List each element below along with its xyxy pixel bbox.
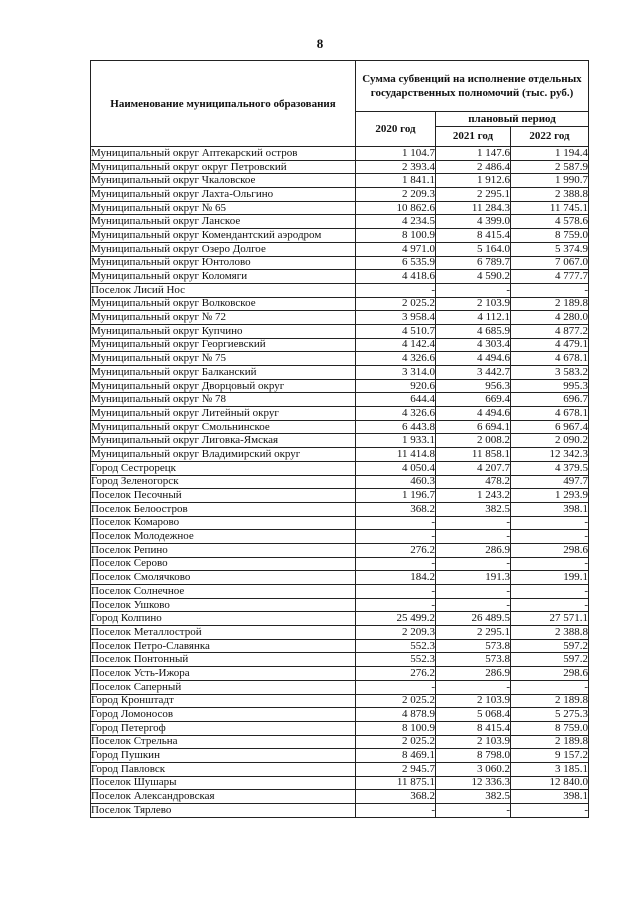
table-row — [91, 804, 589, 818]
table-row — [91, 543, 589, 557]
value-2021-cell: 4 112.1 — [436, 311, 511, 325]
value-2020-cell: 552.3 — [356, 639, 436, 653]
municipality-name-cell: Поселок Шушары — [91, 776, 356, 790]
municipality-name-cell: Муниципальный округ Озеро Долгое — [91, 242, 356, 256]
table-row — [91, 324, 589, 338]
header-municipality-name: Наименование муниципального образования — [91, 61, 356, 147]
municipality-name-cell: Муниципальный округ № 78 — [91, 393, 356, 407]
value-2021-cell: 6 789.7 — [436, 256, 511, 270]
municipality-name-cell: Поселок Усть-Ижора — [91, 667, 356, 681]
value-2022-cell: 8 759.0 — [511, 229, 589, 243]
value-2020-cell: 2 209.3 — [356, 188, 436, 202]
value-2020-cell: 8 469.1 — [356, 749, 436, 763]
table-row — [91, 407, 589, 421]
value-2021-cell: 6 694.1 — [436, 420, 511, 434]
value-2020-cell: 644.4 — [356, 393, 436, 407]
value-2022-cell: 4 678.1 — [511, 407, 589, 421]
municipality-name-cell: Муниципальный округ Волковское — [91, 297, 356, 311]
value-2022-cell: 2 189.8 — [511, 735, 589, 749]
value-2020-cell: 1 104.7 — [356, 147, 436, 161]
municipality-name-cell: Поселок Репино — [91, 543, 356, 557]
value-2021-cell: 8 415.4 — [436, 721, 511, 735]
value-2021-cell: 478.2 — [436, 475, 511, 489]
table-row — [91, 557, 589, 571]
municipality-name-cell: Поселок Песочный — [91, 489, 356, 503]
municipality-name-cell: Поселок Тярлево — [91, 804, 356, 818]
value-2021-cell: 12 336.3 — [436, 776, 511, 790]
value-2022-cell: 696.7 — [511, 393, 589, 407]
value-2020-cell: 11 414.8 — [356, 448, 436, 462]
value-2020-cell: 4 326.6 — [356, 352, 436, 366]
municipality-name-cell: Поселок Лисий Нос — [91, 283, 356, 297]
value-2021-cell: 2 486.4 — [436, 160, 511, 174]
table-row — [91, 242, 589, 256]
value-2022-cell: 3 185.1 — [511, 762, 589, 776]
header-planning-period: плановый период — [436, 112, 589, 127]
value-2021-cell: - — [436, 680, 511, 694]
municipality-name-cell: Поселок Понтонный — [91, 653, 356, 667]
municipality-name-cell: Муниципальный округ Георгиевский — [91, 338, 356, 352]
table-row — [91, 721, 589, 735]
table-row — [91, 475, 589, 489]
municipality-name-cell: Муниципальный округ Литейный округ — [91, 407, 356, 421]
value-2021-cell: 2 008.2 — [436, 434, 511, 448]
value-2020-cell: 4 418.6 — [356, 270, 436, 284]
value-2022-cell: 27 571.1 — [511, 612, 589, 626]
value-2021-cell: 956.3 — [436, 379, 511, 393]
value-2021-cell: 2 103.9 — [436, 694, 511, 708]
municipality-name-cell: Город Павловск — [91, 762, 356, 776]
municipality-name-cell: Муниципальный округ Чкаловское — [91, 174, 356, 188]
value-2022-cell: 1 194.4 — [511, 147, 589, 161]
municipality-name-cell: Муниципальный округ Комендантский аэродром — [91, 229, 356, 243]
value-2022-cell: 298.6 — [511, 543, 589, 557]
table-row — [91, 188, 589, 202]
value-2021-cell: 1 147.6 — [436, 147, 511, 161]
value-2020-cell: 3 958.4 — [356, 311, 436, 325]
table-row — [91, 680, 589, 694]
table-row — [91, 229, 589, 243]
table-row — [91, 174, 589, 188]
municipality-name-cell: Муниципальный округ Юнтолово — [91, 256, 356, 270]
value-2022-cell: 4 877.2 — [511, 324, 589, 338]
table-row — [91, 420, 589, 434]
value-2021-cell: 2 103.9 — [436, 297, 511, 311]
value-2021-cell: 11 858.1 — [436, 448, 511, 462]
value-2022-cell: 1 293.9 — [511, 489, 589, 503]
value-2021-cell: - — [436, 283, 511, 297]
header-year-2021: 2021 год — [436, 127, 511, 147]
municipality-name-cell: Город Пушкин — [91, 749, 356, 763]
table-row — [91, 352, 589, 366]
value-2021-cell: 3 442.7 — [436, 366, 511, 380]
value-2021-cell: 3 060.2 — [436, 762, 511, 776]
value-2022-cell: 4 578.6 — [511, 215, 589, 229]
table-row — [91, 639, 589, 653]
value-2022-cell: 995.3 — [511, 379, 589, 393]
value-2022-cell: 8 759.0 — [511, 721, 589, 735]
municipality-name-cell: Город Зеленогорск — [91, 475, 356, 489]
value-2020-cell: 2 945.7 — [356, 762, 436, 776]
value-2022-cell: 4 479.1 — [511, 338, 589, 352]
table-row — [91, 626, 589, 640]
municipality-name-cell: Поселок Петро-Славянка — [91, 639, 356, 653]
value-2020-cell: 8 100.9 — [356, 229, 436, 243]
table-row — [91, 270, 589, 284]
value-2020-cell: - — [356, 585, 436, 599]
value-2022-cell: 2 388.8 — [511, 626, 589, 640]
table-row — [91, 653, 589, 667]
value-2021-cell: 5 164.0 — [436, 242, 511, 256]
municipality-name-cell: Поселок Смолячково — [91, 571, 356, 585]
value-2022-cell: 9 157.2 — [511, 749, 589, 763]
value-2020-cell: - — [356, 530, 436, 544]
table-row — [91, 502, 589, 516]
table-row — [91, 311, 589, 325]
value-2020-cell: 2 025.2 — [356, 694, 436, 708]
table-row — [91, 448, 589, 462]
value-2021-cell: 382.5 — [436, 790, 511, 804]
value-2022-cell: 2 189.8 — [511, 297, 589, 311]
value-2021-cell: - — [436, 585, 511, 599]
value-2022-cell: 2 587.9 — [511, 160, 589, 174]
value-2021-cell: 2 295.1 — [436, 626, 511, 640]
municipality-name-cell: Муниципальный округ Купчино — [91, 324, 356, 338]
value-2021-cell: 4 399.0 — [436, 215, 511, 229]
value-2022-cell: - — [511, 804, 589, 818]
value-2021-cell: 669.4 — [436, 393, 511, 407]
header-year-2022: 2022 год — [511, 127, 589, 147]
value-2020-cell: - — [356, 516, 436, 530]
table-row — [91, 489, 589, 503]
table-row — [91, 516, 589, 530]
municipality-name-cell: Муниципальный округ Лиговка-Ямская — [91, 434, 356, 448]
value-2022-cell: 199.1 — [511, 571, 589, 585]
table-row — [91, 762, 589, 776]
value-2020-cell: - — [356, 680, 436, 694]
table-row — [91, 256, 589, 270]
municipality-name-cell: Поселок Серово — [91, 557, 356, 571]
value-2022-cell: 398.1 — [511, 502, 589, 516]
municipality-name-cell: Муниципальный округ Владимирский округ — [91, 448, 356, 462]
value-2022-cell: - — [511, 557, 589, 571]
value-2021-cell: 191.3 — [436, 571, 511, 585]
value-2022-cell: 12 342.3 — [511, 448, 589, 462]
table-row — [91, 708, 589, 722]
value-2021-cell: 5 068.4 — [436, 708, 511, 722]
table-row — [91, 667, 589, 681]
value-2021-cell: 286.9 — [436, 667, 511, 681]
municipality-name-cell: Муниципальный округ № 65 — [91, 201, 356, 215]
value-2020-cell: 4 050.4 — [356, 461, 436, 475]
municipality-name-cell: Поселок Металлострой — [91, 626, 356, 640]
value-2020-cell: 2 025.2 — [356, 297, 436, 311]
value-2022-cell: 2 189.8 — [511, 694, 589, 708]
value-2020-cell: 11 875.1 — [356, 776, 436, 790]
value-2020-cell: 4 326.6 — [356, 407, 436, 421]
value-2021-cell: - — [436, 804, 511, 818]
value-2022-cell: - — [511, 283, 589, 297]
value-2021-cell: 26 489.5 — [436, 612, 511, 626]
value-2021-cell: 1 912.6 — [436, 174, 511, 188]
value-2021-cell: - — [436, 530, 511, 544]
value-2022-cell: - — [511, 516, 589, 530]
municipality-name-cell: Город Ломоносов — [91, 708, 356, 722]
table-row — [91, 585, 589, 599]
municipality-name-cell: Поселок Белоостров — [91, 502, 356, 516]
header-subsidy-sum: Сумма субвенций на исполнение отдельных государственных полномочий (тыс. руб.) — [356, 61, 589, 112]
value-2020-cell: - — [356, 598, 436, 612]
value-2022-cell: 7 067.0 — [511, 256, 589, 270]
value-2020-cell: - — [356, 283, 436, 297]
value-2020-cell: 1 841.1 — [356, 174, 436, 188]
value-2022-cell: 6 967.4 — [511, 420, 589, 434]
value-2022-cell: 4 379.5 — [511, 461, 589, 475]
value-2020-cell: 2 025.2 — [356, 735, 436, 749]
municipality-name-cell: Город Сестрорецк — [91, 461, 356, 475]
table-row — [91, 215, 589, 229]
value-2021-cell: - — [436, 557, 511, 571]
value-2020-cell: 10 862.6 — [356, 201, 436, 215]
value-2020-cell: 276.2 — [356, 667, 436, 681]
value-2020-cell: 368.2 — [356, 790, 436, 804]
value-2022-cell: 12 840.0 — [511, 776, 589, 790]
table-row — [91, 735, 589, 749]
table-row — [91, 393, 589, 407]
value-2022-cell: 4 280.0 — [511, 311, 589, 325]
value-2022-cell: 597.2 — [511, 639, 589, 653]
municipality-name-cell: Город Кронштадт — [91, 694, 356, 708]
value-2020-cell: 2 209.3 — [356, 626, 436, 640]
table-row — [91, 366, 589, 380]
table-row — [91, 160, 589, 174]
table-row — [91, 201, 589, 215]
table-row — [91, 434, 589, 448]
municipality-name-cell: Муниципальный округ № 72 — [91, 311, 356, 325]
municipality-name-cell: Город Колпино — [91, 612, 356, 626]
value-2022-cell: 1 990.7 — [511, 174, 589, 188]
table-row — [91, 338, 589, 352]
value-2020-cell: - — [356, 804, 436, 818]
value-2022-cell: - — [511, 680, 589, 694]
municipality-name-cell: Муниципальный округ Смольнинское — [91, 420, 356, 434]
value-2020-cell: 4 878.9 — [356, 708, 436, 722]
municipality-name-cell: Поселок Молодежное — [91, 530, 356, 544]
value-2020-cell: 276.2 — [356, 543, 436, 557]
value-2021-cell: 286.9 — [436, 543, 511, 557]
value-2020-cell: 4 142.4 — [356, 338, 436, 352]
municipality-name-cell: Муниципальный округ Коломяги — [91, 270, 356, 284]
value-2022-cell: 5 275.3 — [511, 708, 589, 722]
value-2022-cell: 497.7 — [511, 475, 589, 489]
municipality-name-cell: Поселок Комарово — [91, 516, 356, 530]
municipality-name-cell: Город Петергоф — [91, 721, 356, 735]
value-2020-cell: 3 314.0 — [356, 366, 436, 380]
value-2021-cell: 2 295.1 — [436, 188, 511, 202]
value-2022-cell: 2 388.8 — [511, 188, 589, 202]
value-2022-cell: - — [511, 585, 589, 599]
table-row — [91, 790, 589, 804]
value-2021-cell: 573.8 — [436, 653, 511, 667]
value-2021-cell: 382.5 — [436, 502, 511, 516]
value-2021-cell: 11 284.3 — [436, 201, 511, 215]
table-row — [91, 749, 589, 763]
value-2021-cell: 2 103.9 — [436, 735, 511, 749]
value-2022-cell: 398.1 — [511, 790, 589, 804]
value-2020-cell: 920.6 — [356, 379, 436, 393]
value-2021-cell: 573.8 — [436, 639, 511, 653]
table-row — [91, 283, 589, 297]
value-2021-cell: 4 494.6 — [436, 407, 511, 421]
value-2021-cell: - — [436, 516, 511, 530]
value-2021-cell: 4 494.6 — [436, 352, 511, 366]
subsidy-table — [90, 60, 589, 818]
value-2020-cell: 6 443.8 — [356, 420, 436, 434]
municipality-name-cell: Муниципальный округ округ Петровский — [91, 160, 356, 174]
municipality-name-cell: Муниципальный округ Лахта-Ольгино — [91, 188, 356, 202]
municipality-name-cell: Муниципальный округ Балканский — [91, 366, 356, 380]
municipality-name-cell: Муниципальный округ Аптекарский остров — [91, 147, 356, 161]
value-2020-cell: 184.2 — [356, 571, 436, 585]
value-2022-cell: 2 090.2 — [511, 434, 589, 448]
page-number: 8 — [316, 36, 324, 51]
municipality-name-cell: Поселок Александровская — [91, 790, 356, 804]
table-row — [91, 379, 589, 393]
table-row — [91, 694, 589, 708]
table-row — [91, 612, 589, 626]
value-2020-cell: 4 510.7 — [356, 324, 436, 338]
value-2022-cell: 597.2 — [511, 653, 589, 667]
value-2020-cell: 4 234.5 — [356, 215, 436, 229]
value-2022-cell: 3 583.2 — [511, 366, 589, 380]
value-2021-cell: 4 303.4 — [436, 338, 511, 352]
table-row — [91, 461, 589, 475]
value-2021-cell: 4 207.7 — [436, 461, 511, 475]
value-2020-cell: 1 196.7 — [356, 489, 436, 503]
value-2020-cell: 1 933.1 — [356, 434, 436, 448]
municipality-name-cell: Муниципальный округ Ланское — [91, 215, 356, 229]
table-body — [91, 147, 589, 818]
value-2021-cell: 4 685.9 — [436, 324, 511, 338]
table-row — [91, 530, 589, 544]
table-row — [91, 297, 589, 311]
value-2020-cell: 25 499.2 — [356, 612, 436, 626]
value-2022-cell: 298.6 — [511, 667, 589, 681]
table-row — [91, 147, 589, 161]
table-row — [91, 598, 589, 612]
value-2022-cell: 11 745.1 — [511, 201, 589, 215]
table-row — [91, 571, 589, 585]
value-2021-cell: - — [436, 598, 511, 612]
municipality-name-cell: Поселок Ушково — [91, 598, 356, 612]
value-2020-cell: - — [356, 557, 436, 571]
value-2020-cell: 6 535.9 — [356, 256, 436, 270]
header-year-2020: 2020 год — [356, 112, 436, 147]
value-2020-cell: 8 100.9 — [356, 721, 436, 735]
value-2021-cell: 1 243.2 — [436, 489, 511, 503]
value-2021-cell: 8 415.4 — [436, 229, 511, 243]
value-2020-cell: 368.2 — [356, 502, 436, 516]
value-2022-cell: 5 374.9 — [511, 242, 589, 256]
value-2020-cell: 460.3 — [356, 475, 436, 489]
municipality-name-cell: Поселок Стрельна — [91, 735, 356, 749]
municipality-name-cell: Поселок Солнечное — [91, 585, 356, 599]
value-2022-cell: - — [511, 598, 589, 612]
value-2021-cell: 8 798.0 — [436, 749, 511, 763]
value-2022-cell: 4 678.1 — [511, 352, 589, 366]
municipality-name-cell: Поселок Саперный — [91, 680, 356, 694]
table-row — [91, 776, 589, 790]
value-2021-cell: 4 590.2 — [436, 270, 511, 284]
value-2020-cell: 4 971.0 — [356, 242, 436, 256]
municipality-name-cell: Муниципальный округ Дворцовый округ — [91, 379, 356, 393]
value-2020-cell: 2 393.4 — [356, 160, 436, 174]
municipality-name-cell: Муниципальный округ № 75 — [91, 352, 356, 366]
value-2022-cell: - — [511, 530, 589, 544]
value-2020-cell: 552.3 — [356, 653, 436, 667]
value-2022-cell: 4 777.7 — [511, 270, 589, 284]
